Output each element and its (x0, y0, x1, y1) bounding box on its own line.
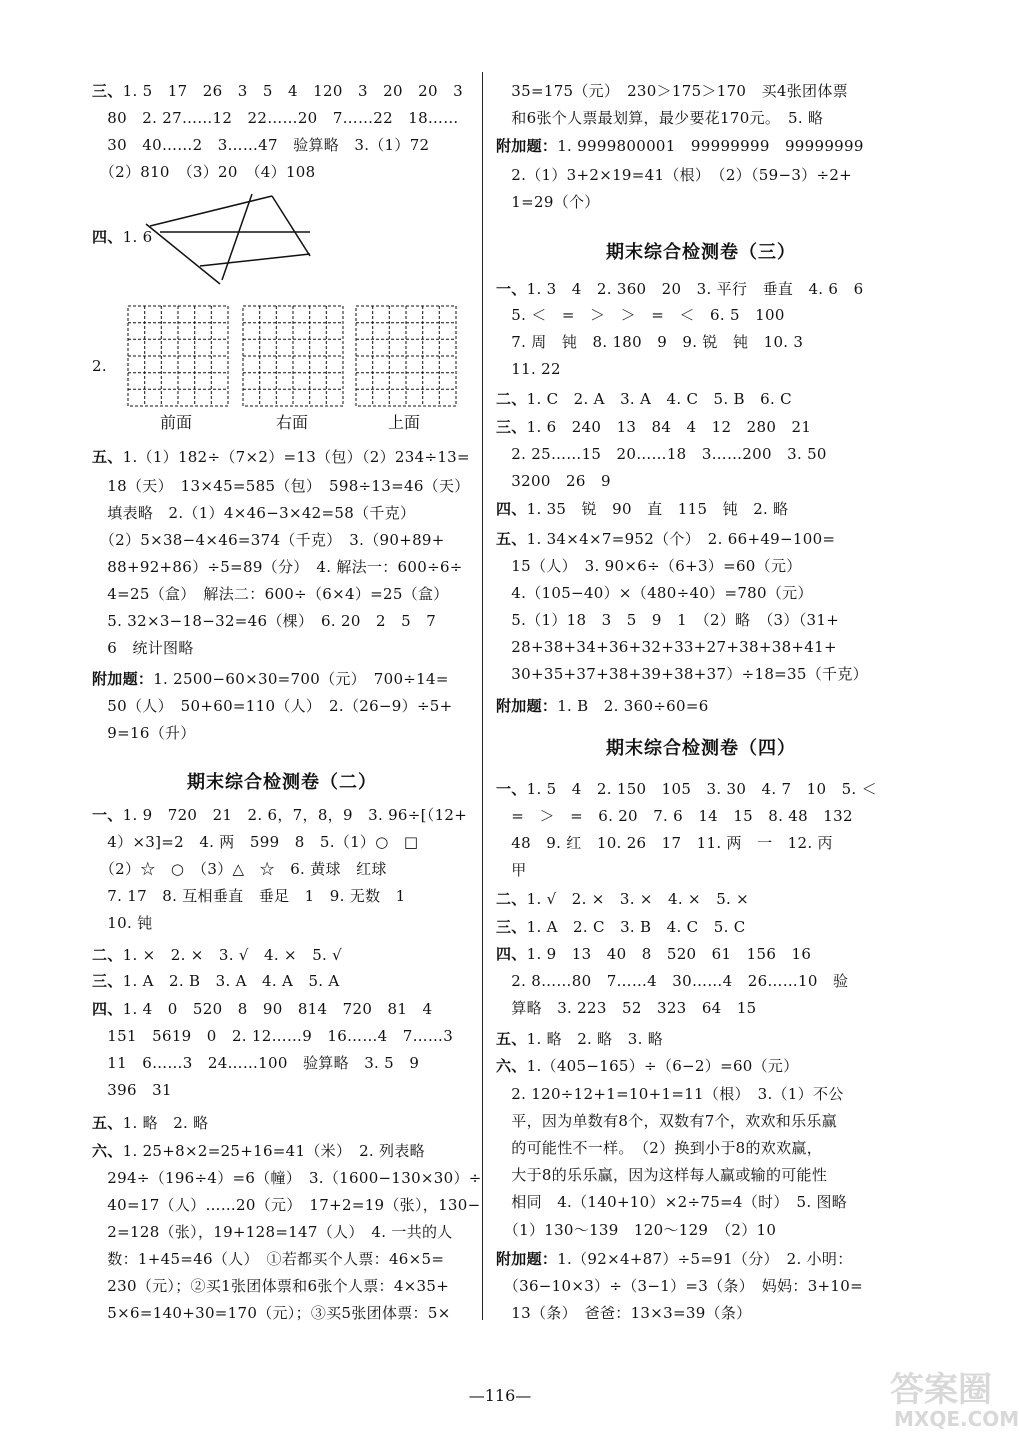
question-label: 附加题： (92, 670, 154, 688)
right-line (496, 918, 746, 936)
left-line (92, 697, 453, 715)
answer-text: 1. 3 4 2. 360 20 3. 平行 垂直 4. 6 6 (526, 280, 864, 298)
left-line (92, 1027, 453, 1045)
left-line (92, 1277, 449, 1295)
left-line (92, 82, 463, 100)
grid-label-right: 右面 (276, 413, 309, 432)
question-label: 三、 (92, 972, 123, 990)
grid-top (354, 304, 458, 408)
question-label: 附加题： (496, 1250, 558, 1268)
right-line (496, 193, 600, 211)
question-label: 二、 (496, 390, 527, 408)
answer-text: 15（人） 3. 90×6÷（6+3）=60（元） (496, 557, 802, 575)
answer-text: 相同 4.（140+10）×2÷75=4（时） 5. 图略 (496, 1193, 848, 1211)
right-line (496, 834, 833, 852)
answer-text: 1. 9 720 21 2. 6，7，8，9 3. 96÷[（12+ (122, 806, 468, 824)
left-line (92, 448, 470, 466)
right-line (496, 1112, 837, 1130)
grid-label-front: 前面 (160, 413, 193, 432)
right-line (496, 445, 827, 463)
answer-text: 294÷（196÷4）=6（幢） 3.（1600−130×30）÷ (92, 1169, 482, 1187)
answer-text: 396 31 (92, 1081, 172, 1099)
right-line (496, 972, 848, 990)
answer-text: 1. A 2. B 3. A 4. A 5. A (122, 972, 340, 990)
answer-text: 平，因为单数有8个，双数有7个，欢欢和乐乐赢 (496, 1112, 837, 1130)
question-label: 五、 (92, 448, 123, 466)
answer-text: 1. 4 0 520 8 90 814 720 81 4 (122, 1000, 433, 1018)
right-line (496, 137, 864, 155)
question-label: 三、 (92, 82, 123, 100)
answer-text: 1. B 2. 360÷60=6 (557, 697, 709, 715)
question-label: 四、 (92, 1000, 123, 1018)
answer-text: 4.（105−40）×（480÷40）=780（元） (496, 584, 813, 602)
answer-text: 的可能性不一样。 （2）换到小于8的欢欢赢， (496, 1139, 822, 1157)
right-line (496, 1304, 751, 1322)
right-line (496, 1030, 663, 1048)
left-line (92, 1250, 444, 1268)
answer-text: （2）☆ ○ （3）△ ☆ 6. 黄球 红球 (92, 860, 387, 878)
section-title-4: 期末综合检测卷（四） (606, 738, 796, 759)
question-label: 五、 (496, 530, 527, 548)
answer-text: 80 2. 27……12 22……20 7……22 18…… (92, 109, 459, 127)
answer-text: 3200 26 9 (496, 472, 611, 490)
answer-text: = ＞ = 6. 20 7. 6 14 15 8. 48 132 (496, 807, 853, 825)
left-line (92, 833, 418, 851)
right-line (496, 638, 837, 656)
right-line (496, 890, 749, 908)
left-line (92, 585, 449, 603)
left-line (92, 1223, 453, 1241)
answer-text: 13（条） 爸爸：13×3=39（条） (496, 1304, 752, 1322)
left-line (92, 357, 107, 375)
question-label: 三、 (496, 918, 527, 936)
question-label: 四、 (92, 228, 123, 246)
answer-text: 1. C 2. A 3. A 4. C 5. B 6. C (526, 390, 792, 408)
answer-text: 1.（405−165）÷（6−2）=60（元） (526, 1057, 799, 1075)
answer-text: （2）5×38−4×46=374（千克） 3.（90+89+ (92, 531, 445, 549)
left-line (92, 1196, 480, 1214)
answer-text: 9=16（升） (92, 724, 196, 742)
right-line (496, 306, 785, 324)
question-label: 四、 (496, 945, 527, 963)
question-label: 一、 (496, 780, 527, 798)
right-line (496, 557, 802, 575)
answer-text: 6 统计图略 (92, 639, 194, 657)
answer-text: 甲 (496, 861, 527, 879)
left-line (92, 860, 387, 878)
watermark-bottom: MXQE.COM (894, 1407, 1019, 1431)
right-line (496, 1085, 844, 1103)
left-line (92, 946, 342, 964)
question-label: 二、 (92, 946, 123, 964)
answer-text: 230（元）；②买1张团体票和6张个人票：4×35+ (92, 1277, 450, 1295)
answer-text: 5.（1）18 3 5 9 1 （2）略 （3）（31+ (496, 611, 840, 629)
question-label: 四、 (496, 500, 527, 518)
right-line (496, 530, 835, 548)
right-line (496, 780, 877, 798)
right-line (496, 333, 803, 351)
answer-text: 1. 5 17 26 3 5 4 120 3 20 20 3 (122, 82, 463, 100)
right-line (496, 82, 848, 100)
question-label: 五、 (496, 1030, 527, 1048)
answer-text: 11 6……3 24……100 验算略 3. 5 9 (92, 1054, 420, 1072)
grid-label-top: 上面 (388, 413, 421, 432)
answer-text: 30 40……2 3……47 验算略 3.（1）72 (92, 136, 430, 154)
answer-text: 30+35+37+38+39+38+37）÷18=35（千克） (496, 665, 868, 683)
answer-text: 1. √ 2. × 3. × 4. × 5. × (526, 890, 750, 908)
answer-text: 2. 25……15 20……18 3……200 3. 50 (496, 445, 827, 463)
answer-text: 大于8的乐乐赢，因为这样每人赢或输的可能性 (496, 1166, 828, 1184)
left-line (92, 477, 470, 495)
section-title-2: 期末综合检测卷（二） (187, 772, 377, 793)
left-line (92, 612, 436, 630)
answer-text: 10. 钝 (92, 914, 153, 932)
answer-text: 4）×3]=2 4. 两 599 8 5.（1）○ □ (92, 833, 419, 851)
grid-right (241, 304, 345, 408)
answer-text: 2.（1）3+2×19=41（根） （2）（59−3）÷2+ (496, 166, 853, 184)
answer-text: 5. 32×3−18−32=46（棵） 6. 20 2 5 7 (92, 612, 437, 630)
answer-text: 2. 8……80 7……4 30……4 26……10 验 (496, 972, 849, 990)
answer-text: 1. 34×4×7=952（个） 2. 66+49−100= (526, 530, 836, 548)
answer-text: 2. (92, 357, 107, 375)
left-line (92, 109, 459, 127)
right-line (496, 807, 853, 825)
left-line (92, 163, 315, 181)
right-line (496, 697, 709, 715)
question-label: 一、 (92, 806, 123, 824)
right-line (496, 109, 823, 127)
right-line (496, 665, 868, 683)
right-line (496, 861, 527, 879)
answer-text: 1=29（个） (496, 193, 600, 211)
answer-text: 1. 略 2. 略 3. 略 (526, 1030, 664, 1048)
answer-text: 1. 9999800001 99999999 99999999 (557, 137, 864, 155)
question-label: 六、 (92, 1142, 123, 1160)
left-line (92, 1054, 419, 1072)
answer-text: 48 9. 红 10. 26 17 11. 两 一 12. 丙 (496, 834, 833, 852)
answer-text: 1.（1）182÷（7×2）=13（包）（2）234÷13= (122, 448, 470, 466)
left-line (92, 1000, 432, 1018)
right-line (496, 472, 611, 490)
answer-text: 88+92+86）÷5=89（分） 4. 解法一：600÷6÷ (92, 558, 463, 576)
question-label: 二、 (496, 890, 527, 908)
left-line (92, 670, 449, 688)
right-line (496, 999, 757, 1017)
watermark-logo (890, 1372, 1019, 1430)
right-line (496, 1057, 799, 1075)
answer-text: 1.（92×4+87）÷5=91（分） 2. 小明： (557, 1250, 853, 1268)
right-line (496, 945, 811, 963)
answer-text: 7. 17 8. 互相垂直 垂足 1 9. 无数 1 (92, 887, 406, 905)
section-title-3: 期末综合检测卷（三） (606, 242, 796, 263)
right-line (496, 1166, 827, 1184)
grid-front (126, 304, 230, 408)
answer-text: 2. 120÷12+1=10+1=11（根） 3.（1）不公 (496, 1085, 844, 1103)
question-label: 附加题： (496, 137, 558, 155)
answer-text: 1. 9 13 40 8 520 61 156 16 (526, 945, 812, 963)
right-line (496, 1277, 863, 1295)
right-line (496, 1139, 822, 1157)
column-divider (482, 72, 483, 1320)
answer-text: 1. 25+8×2=25+16=41（米） 2. 列表略 (122, 1142, 425, 1160)
answer-text: 35=175（元） 230＞175＞170 买4张团体票 (496, 82, 848, 100)
right-line (496, 280, 863, 298)
left-line (92, 1304, 451, 1322)
answer-text: 50（人） 50+60=110（人） 2.（26−9）÷5+ (92, 697, 453, 715)
answer-text: 2=128（张），19+128=147（人） 4. 一共的人 (92, 1223, 453, 1241)
answer-text: 5. ＜ = ＞ ＞ = ＜ 6. 5 100 (496, 306, 785, 324)
answer-text: 4=25（盒） 解法二：600÷（6×4）=25（盒） (92, 585, 449, 603)
line-figure (140, 188, 320, 288)
answer-text: 40=17（人）……20（元） 17+2=19（张），130− (92, 1196, 481, 1214)
question-label: 附加题： (496, 697, 558, 715)
left-line (92, 887, 406, 905)
answer-text: 1. 5 4 2. 150 105 3. 30 4. 7 10 5. ＜ (526, 780, 877, 798)
answer-text: （36−10×3）÷（3−1）=3（条） 妈妈：3+10= (496, 1277, 863, 1295)
question-label: 一、 (496, 280, 527, 298)
answer-text: 7. 周 钝 8. 180 9 9. 锐 钝 10. 3 (496, 333, 804, 351)
answer-text: 1. A 2. C 3. B 4. C 5. C (526, 918, 746, 936)
left-line (92, 1081, 172, 1099)
answer-text: 1. 35 锐 90 直 115 钝 2. 略 (526, 500, 789, 518)
answer-text: 1. × 2. × 3. √ 4. × 5. √ (122, 946, 343, 964)
right-line (496, 1221, 776, 1239)
right-line (496, 611, 839, 629)
answer-text: 1. 略 2. 略 (122, 1114, 209, 1132)
answer-text: （2）810 （3）20 （4）108 (92, 163, 316, 181)
right-line (496, 500, 788, 518)
left-line (92, 1114, 208, 1132)
left-line (92, 136, 429, 154)
answer-text: 填表略 2.（1）4×46−3×42=58（千克） (92, 504, 416, 522)
watermark-top: 答案圈 (890, 1370, 992, 1410)
question-label: 五、 (92, 1114, 123, 1132)
answer-text: 151 5619 0 2. 12……9 16……4 7……3 (92, 1027, 454, 1045)
left-line (92, 531, 445, 549)
right-line (496, 390, 792, 408)
left-line (92, 1142, 425, 1160)
left-line (92, 914, 152, 932)
question-label: 三、 (496, 418, 527, 436)
answer-text: 28+38+34+36+32+33+27+38+38+41+ (496, 638, 837, 656)
answer-text: 18（天） 13×45=585（包） 598÷13=46（天） (92, 477, 470, 495)
left-line (92, 504, 415, 522)
answer-text: 数：1+45=46（人） ①若都买个人票：46×5= (92, 1250, 445, 1268)
answer-text: （1）130～139 120～129 （2）10 (496, 1221, 777, 1239)
answer-text: 算略 3. 223 52 323 64 15 (496, 999, 757, 1017)
right-line (496, 360, 561, 378)
answer-text: 11. 22 (496, 360, 561, 378)
left-line (92, 558, 463, 576)
right-line (496, 166, 852, 184)
left-line (92, 806, 467, 824)
answer-text: 5×6=140+30=170（元）；③买5张团体票：5× (92, 1304, 451, 1322)
right-line (496, 584, 813, 602)
left-line (92, 972, 340, 990)
right-line (496, 418, 811, 436)
answer-text: 和6张个人票最划算，最少要花170元。 5. 略 (496, 109, 824, 127)
answer-text: 1. 2500−60×30=700（元） 700÷14= (153, 670, 449, 688)
left-line (92, 639, 194, 657)
right-line (496, 1250, 853, 1268)
right-line (496, 1193, 847, 1211)
answer-text: 1. 6 240 13 84 4 12 280 21 (526, 418, 812, 436)
answer-text: 1. 6 (122, 228, 153, 246)
left-line (92, 724, 196, 742)
left-line (92, 1169, 482, 1187)
page-number: —116— (468, 1386, 532, 1405)
question-label: 六、 (496, 1057, 527, 1075)
